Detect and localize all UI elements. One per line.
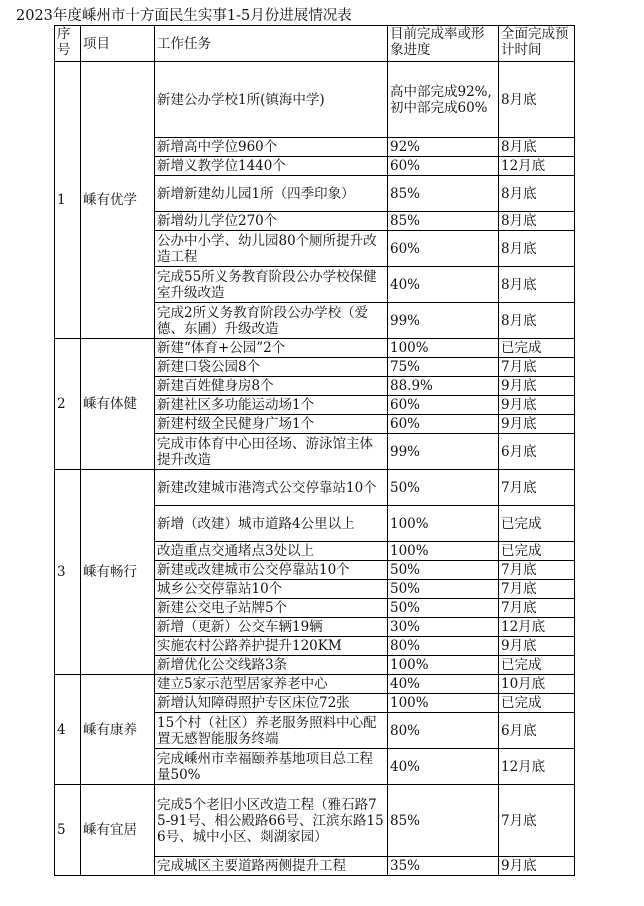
task-cell: 15个村（社区）养老服务照料中心配置无感智能服务终端	[155, 713, 388, 749]
group-project: 嵊有宜居	[81, 785, 155, 876]
table-row	[55, 62, 575, 138]
progress-table	[54, 25, 575, 876]
task-cell: 完成市体育中心田径场、游泳馆主体提升改造	[155, 434, 388, 470]
progress-cell: 60%	[388, 157, 499, 176]
group-number: 2	[55, 339, 81, 470]
eta-cell: 12月底	[499, 157, 575, 176]
table-body	[55, 26, 575, 876]
header-project: 项目	[81, 26, 155, 62]
eta-cell: 已完成	[499, 542, 575, 561]
progress-cell: 50%	[388, 561, 499, 580]
eta-cell: 已完成	[499, 656, 575, 675]
progress-cell: 80%	[388, 637, 499, 656]
progress-cell: 99%	[388, 434, 499, 470]
task-cell: 新建口袋公园8个	[155, 358, 388, 377]
progress-cell: 40%	[388, 267, 499, 303]
progress-cell: 40%	[388, 749, 499, 785]
progress-cell: 35%	[388, 857, 499, 876]
task-cell: 新建“体育+公园”2个	[155, 339, 388, 358]
task-cell: 完成城区主要道路两侧提升工程	[155, 857, 388, 876]
progress-cell: 92%	[388, 138, 499, 157]
task-cell: 建立5家示范型居家养老中心	[155, 675, 388, 694]
group-project: 嵊有优学	[81, 62, 155, 339]
group-number: 5	[55, 785, 81, 876]
table-row	[55, 675, 575, 694]
task-cell: 新增（更新）公交车辆19辆	[155, 618, 388, 637]
eta-cell: 10月底	[499, 675, 575, 694]
task-cell: 公办中小学、幼儿园80个厕所提升改造工程	[155, 231, 388, 267]
header-eta: 全面完成预计时间	[499, 26, 575, 62]
task-cell: 新建公办学校1所(镇海中学)	[155, 62, 388, 138]
task-cell: 新建公交电子站牌5个	[155, 599, 388, 618]
eta-cell: 9月底	[499, 857, 575, 876]
group-number: 3	[55, 470, 81, 675]
eta-cell: 7月底	[499, 785, 575, 857]
eta-cell: 7月底	[499, 358, 575, 377]
task-cell: 新增幼儿学位270个	[155, 212, 388, 231]
eta-cell: 9月底	[499, 377, 575, 396]
eta-cell: 12月底	[499, 749, 575, 785]
eta-cell: 8月底	[499, 138, 575, 157]
progress-cell: 50%	[388, 470, 499, 506]
progress-cell: 60%	[388, 231, 499, 267]
task-cell: 新增新建幼儿园1所（四季印象）	[155, 176, 388, 212]
header-task: 工作任务	[155, 26, 388, 62]
eta-cell: 已完成	[499, 694, 575, 713]
task-cell: 新增高中学位960个	[155, 138, 388, 157]
table-row	[55, 785, 575, 857]
group-project: 嵊有康养	[81, 675, 155, 785]
progress-cell: 88.9%	[388, 377, 499, 396]
page-title: 2023年度嵊州市十方面民生实事1-5月份进展情况表	[16, 8, 352, 24]
group-project: 嵊有体健	[81, 339, 155, 470]
progress-cell: 60%	[388, 396, 499, 415]
eta-cell: 已完成	[499, 339, 575, 358]
task-cell: 改造重点交通堵点3处以上	[155, 542, 388, 561]
task-cell: 新增认知障碍照护专区床位72张	[155, 694, 388, 713]
progress-cell: 60%	[388, 415, 499, 434]
group-number: 4	[55, 675, 81, 785]
eta-cell: 9月底	[499, 415, 575, 434]
task-cell: 新增（改建）城市道路4公里以上	[155, 506, 388, 542]
progress-cell: 高中部完成92%,初中部完成60%	[388, 62, 499, 138]
task-cell: 新建村级全民健身广场1个	[155, 415, 388, 434]
progress-cell: 100%	[388, 542, 499, 561]
task-cell: 完成5个老旧小区改造工程（雅石路75-91号、相公殿路66号、江滨东路156号、城中小区、剡湖家园）	[155, 785, 388, 857]
eta-cell: 9月底	[499, 396, 575, 415]
progress-cell: 99%	[388, 303, 499, 339]
group-project: 嵊有畅行	[81, 470, 155, 675]
task-cell: 新增义教学位1440个	[155, 157, 388, 176]
eta-cell: 8月底	[499, 303, 575, 339]
task-cell: 新增优化公交线路3条	[155, 656, 388, 675]
progress-cell: 100%	[388, 694, 499, 713]
eta-cell: 7月底	[499, 561, 575, 580]
task-cell: 新建百姓健身房8个	[155, 377, 388, 396]
eta-cell: 7月底	[499, 470, 575, 506]
progress-cell: 75%	[388, 358, 499, 377]
eta-cell: 8月底	[499, 176, 575, 212]
eta-cell: 8月底	[499, 62, 575, 138]
task-cell: 新建社区多功能运动场1个	[155, 396, 388, 415]
task-cell: 新建改建城市港湾式公交停靠站10个	[155, 470, 388, 506]
group-number: 1	[55, 62, 81, 339]
eta-cell: 7月底	[499, 599, 575, 618]
eta-cell: 8月底	[499, 231, 575, 267]
eta-cell: 8月底	[499, 267, 575, 303]
progress-cell: 100%	[388, 339, 499, 358]
eta-cell: 6月底	[499, 434, 575, 470]
progress-cell: 30%	[388, 618, 499, 637]
progress-cell: 50%	[388, 580, 499, 599]
eta-cell: 8月底	[499, 212, 575, 231]
progress-cell: 85%	[388, 176, 499, 212]
header-no: 序号	[55, 26, 81, 62]
eta-cell: 7月底	[499, 580, 575, 599]
progress-cell: 85%	[388, 212, 499, 231]
progress-cell: 85%	[388, 785, 499, 857]
table-row	[55, 339, 575, 358]
progress-cell: 80%	[388, 713, 499, 749]
task-cell: 实施农村公路养护提升120KM	[155, 637, 388, 656]
task-cell: 完成嵊州市幸福颐养基地项目总工程量50%	[155, 749, 388, 785]
task-cell: 新建或改建城市公交停靠站10个	[155, 561, 388, 580]
eta-cell: 9月底	[499, 637, 575, 656]
eta-cell: 12月底	[499, 618, 575, 637]
table-row	[55, 470, 575, 506]
task-cell: 城乡公交停靠站10个	[155, 580, 388, 599]
progress-cell: 100%	[388, 506, 499, 542]
header-progress: 目前完成率或形象进度	[388, 26, 499, 62]
table-header-row	[55, 26, 575, 62]
eta-cell: 6月底	[499, 713, 575, 749]
eta-cell: 已完成	[499, 506, 575, 542]
progress-cell: 100%	[388, 656, 499, 675]
task-cell: 完成2所义务教育阶段公办学校（爱德、东圃）升级改造	[155, 303, 388, 339]
progress-cell: 50%	[388, 599, 499, 618]
progress-cell: 40%	[388, 675, 499, 694]
task-cell: 完成55所义务教育阶段公办学校保健室升级改造	[155, 267, 388, 303]
